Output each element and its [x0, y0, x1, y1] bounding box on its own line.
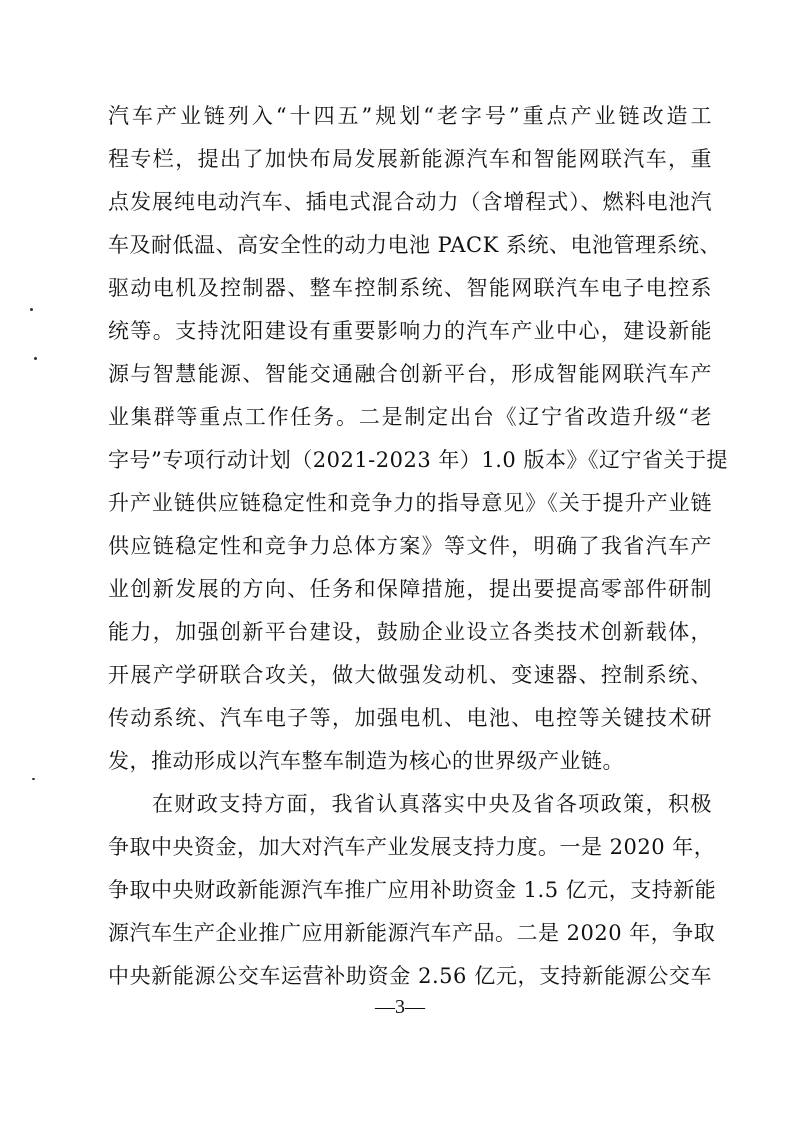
text-line: 开展产学研联合攻关，做大做强发动机、变速器、控制系统、	[108, 663, 712, 687]
text-line: 争取中央资金，加大对汽车产业发展支持力度。一是 2020 年，	[108, 835, 716, 859]
text-line: 程专栏，提出了加快布局发展新能源汽车和智能网联汽车，重	[108, 147, 712, 171]
page-number: —3—	[375, 996, 425, 1018]
text-line: 争取中央财政新能源汽车推广应用补助资金 1.5 亿元，支持新能	[108, 878, 717, 902]
text-line: 发，推动形成以汽车整车制造为核心的世界级产业链。	[108, 749, 624, 773]
text-line: 驱动电机及控制器、整车控制系统、智能网联汽车电子电控系	[108, 276, 712, 300]
text-line: 字号”专项行动计划（2021-2023 年）1.0 版本》《辽宁省关于提	[108, 448, 728, 472]
body-text	[108, 95, 728, 998]
text-line: 汽车产业链列入“十四五”规划“老字号”重点产业链改造工	[108, 104, 712, 128]
text-line: 业集群等重点工作任务。二是制定出台《辽宁省改造升级“老	[108, 405, 712, 429]
text-line: 源汽车生产企业推广应用新能源汽车产品。二是 2020 年，争取	[108, 921, 716, 945]
scan-speck	[32, 778, 35, 780]
text-line: 点发展纯电动汽车、插电式混合动力（含增程式）、燃料电池汽	[108, 190, 712, 214]
text-line: 在财政支持方面，我省认真落实中央及省各项政策，积极	[152, 792, 712, 816]
text-line: 业创新发展的方向、任务和保障措施，提出要提高零部件研制	[108, 577, 712, 601]
text-line: 传动系统、汽车电子等，加强电机、电池、电控等关键技术研	[108, 706, 712, 730]
text-line: 中央新能源公交车运营补助资金 2.56 亿元，支持新能源公交车	[108, 964, 712, 988]
text-line: 升产业链供应链稳定性和竞争力的指导意见》《关于提升产业链	[108, 491, 712, 515]
text-line: 供应链稳定性和竞争力总体方案》等文件，明确了我省汽车产	[108, 534, 712, 558]
scan-speck	[30, 308, 33, 311]
text-line: 能力，加强创新平台建设，鼓励企业设立各类技术创新载体，	[108, 620, 712, 644]
text-line: 源与智慧能源、智能交通融合创新平台，形成智能网联汽车产	[108, 362, 712, 386]
text-line: 统等。支持沈阳建设有重要影响力的汽车产业中心，建设新能	[108, 319, 712, 343]
text-line: 车及耐低温、高安全性的动力电池 PACK 系统、电池管理系统、	[108, 233, 721, 257]
scan-speck	[34, 357, 37, 360]
